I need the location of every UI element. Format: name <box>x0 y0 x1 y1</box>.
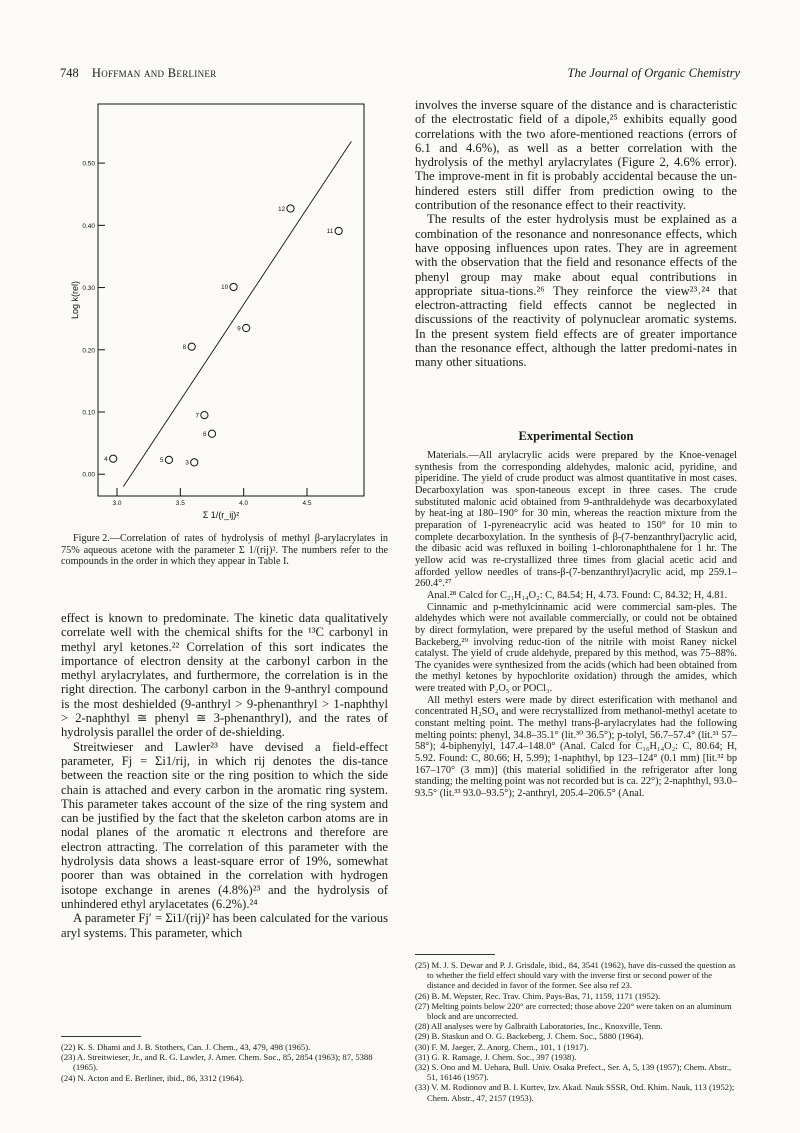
paragraph: Streitwieser and Lawler²³ have devised a field-effect parameter, Fj = Σi1/rij, in which rij denotes the dis-tance between the reaction site or the ring position to which the side chain is attached and every carbon in the aromatic ring system. This parameter takes account of the size of the ring system and can be justified by the fact that the skeleton carbon atoms are in nodal planes of the aromatic π electrons and therefore are electron attracting. The correlation of this parameter with the hydrolysis data shows a least-square error of 19%, somewhat poorer than was obtained in the correlation with hydrogen isotope exchange in arenes (4.8%)²³ and the hydrolysis of unhindered ethyl arylacetates (6.2%).²⁴ <box>61 739 388 911</box>
data-point <box>230 283 237 290</box>
y-tick-label: 0.30 <box>82 285 95 293</box>
point-label: 4 <box>104 455 108 463</box>
footnote-rule <box>415 954 495 955</box>
x-tick-label: 4.0 <box>239 500 249 507</box>
footnote: (28) All analyses were by Galbraith Laboratories, Inc., Knoxville, Tenn. <box>415 1021 663 1032</box>
y-tick-label: 0.40 <box>82 222 95 230</box>
left-column-text <box>61 611 388 940</box>
x-tick-label: 3.5 <box>175 500 185 507</box>
footnote: (22) K. S. Dhami and J. B. Stothers, Can. J. Chem., 43, 479, 498 (1965). <box>61 1042 311 1052</box>
point-label: 9 <box>237 325 241 333</box>
point-label: 6 <box>203 431 207 439</box>
journal-title: The Journal of Organic Chemistry <box>567 66 740 80</box>
point-label: 12 <box>278 205 286 213</box>
data-point <box>191 459 198 466</box>
data-point <box>188 343 195 350</box>
data-point <box>243 324 250 331</box>
section-heading: Experimental Section <box>518 429 634 443</box>
point-label: 7 <box>195 412 199 420</box>
data-point <box>165 456 172 463</box>
y-axis-label: Log k(rel) <box>70 280 80 320</box>
data-point <box>335 227 342 234</box>
paragraph: All methyl esters were made by direct esterification with methanol and concentrated H₂SO₄ and were recrystallized from methanol-methyl acetate to constant melting point. The methyl trans-β-arylacrylates had the following melting points: phenyl, 34.8–35.1° (lit.³⁰ 36.5°); p-tolyl, 56.7–57.4° (lit.³¹ 57–58°); 4-biphenylyl, 147.4–148.0° (Anal. Calcd for C₁₆H₁₄O₂: C, 80.64; H, 5.92. Found: C, 80.66; H, 5.99); 1-naphthyl, bp 123–124° (0.1 mm) [lit.³² bp 167–170° (3 mm)] (this material solidified in the refrigerator after long standing; the melting point was not recorded but is ca. 22°); 2-naphthyl, 93.0–93.5° (lit.³³ 93.0–93.5°); 2-anthryl, 205.4–206.5° (Anal. <box>415 694 737 800</box>
running-header <box>60 66 740 86</box>
footnote: (26) B. M. Wepster, Rec. Trav. Chim. Pays-Bas, 71, 1159, 1171 (1952). <box>415 990 661 1001</box>
header-left <box>60 66 217 81</box>
paragraph: A parameter Fj′ = Σi1/(rij)² has been calculated for the various aryl systems. This parameter, which <box>61 911 388 940</box>
data-point <box>110 455 117 462</box>
paragraph: Anal.²⁸ Calcd for C₂₁H₁₄O₂: C, 84.54; H, 4.73. Found: C, 84.32; H, 4.81. <box>427 589 728 601</box>
footnote: (31) G. R. Ramage, J. Chem. Soc., 397 (1938). <box>415 1051 577 1062</box>
footnote: (27) Melting points below 220° are corrected; those above 220° were taken on an aluminum block and are uncorrected. <box>415 1000 732 1022</box>
point-label: 3 <box>185 459 189 467</box>
point-label: 11 <box>326 228 334 236</box>
x-tick-label: 3.0 <box>112 500 122 507</box>
footnote: (33) V. M. Rodionov and B. I. Kurtev, Izv. Akad. Nauk SSSR, Otd. Khim. Nauk, 113 (1952); Chem. Abstr., 47, 2157 (1953). <box>415 1082 735 1103</box>
data-point <box>208 430 215 437</box>
header-authors: Hoffman and Berliner <box>91 66 217 80</box>
paragraph: The results of the ester hydrolysis must be explained as a combination of the resonance and nonresonance effects, which have opposing influences upon rates. They are in agreement with the observation that the field and resonance effects of the phenyl group may make about equal contributions in appropriate situa-tions.²⁶ They reinforce the view²³˒²⁴ that electron-attracting field effects cannot be neglected in discussions of the reactivity of polynuclear aromatic systems. In the present system field effects are of greater importance than the resonance effect, although the latter predomi-nates in many other situations. <box>415 212 737 370</box>
footnote: (30) F. M. Jaeger, Z. Anorg. Chem., 101, 1 (1917). <box>415 1041 589 1052</box>
y-tick-label: 0.00 <box>82 471 95 479</box>
point-label: 5 <box>159 457 164 465</box>
page-number: 748 <box>60 66 79 80</box>
y-tick-label: 0.20 <box>82 347 95 355</box>
footnote: (29) B. Staskun and O. G. Backeberg, J. Chem. Soc., 5880 (1964). <box>415 1031 644 1042</box>
chart-plot-area <box>70 104 364 520</box>
regression-line <box>123 141 351 486</box>
y-tick-label: 0.50 <box>82 160 95 168</box>
footnotes-right <box>415 960 737 1103</box>
data-point <box>201 412 208 419</box>
y-tick-label: 0.10 <box>82 409 95 417</box>
footnote: (25) M. J. S. Dewar and P. J. Grisdale, ibid., 84, 3541 (1962), have dis-cussed the question as to whether the field effect should vary with the inverse first or second power of the distance and decided in favor of the former. See also ref 23. <box>415 960 736 991</box>
figure-caption-text: —Correlation of rates of hydrolysis of methyl β-arylacrylates in 75% aqueous acetone with the parameter Σ 1/(rij)². The numbers refer to the compounds in the order in which they appear in Table I. <box>61 533 388 568</box>
paragraph: involves the inverse square of the distance and is characteristic of the electrostatic field of a dipole,²⁵ exhibits equally good correlations with the two afore-mentioned reactions (errors of 6.1 and 4.6%), as well as a better correlation with the hydrolysis of the methyl arylacrylates (Figure 2, 4.6% error). The improve-ment in fit is probably accidental because the un-hindered esters still differ from prediction owing to the contribution of the resonance effect to their reactivity. <box>415 98 737 213</box>
x-tick-label: 4.5 <box>302 500 312 507</box>
paragraph: Materials.—All arylacrylic acids were prepared by the Knoe-venagel synthesis from the corresponding aldehydes, malonic acid, pyridine, and piperidine. The yield of crude product was almost quantitative in most cases. Decarboxylation was spon-taneous except in three cases. The crude substituted malonic acid obtained from 9-anthraldehyde was decarboxylated by heat-ing at 180–190° for 30 min, whereas the reaction mixture from the preparation of 1-pyreneacrylic acid was heated to 150° for 10 min to complete decarboxylation. In the synthesis of β-(7-benzanthryl)acrylic acid, the dibasic acid was refluxed in boiling 1-chloronaphthalene for 1 hr. The yellow acid was re-crystallized three times from glacial acetic acid and afforded yellow needles of trans-β-(7-benzanthryl)acrylic acid, mp 259.1–260.4°.²⁷ <box>415 450 737 590</box>
figure-caption <box>61 533 388 568</box>
data-point <box>287 205 294 212</box>
figure-caption-label: Figure 2. <box>73 533 110 544</box>
experimental-text <box>415 450 737 800</box>
point-label: 8 <box>182 343 187 351</box>
footnote: (23) A. Streitwieser, Jr., and R. G. Lawler, J. Amer. Chem. Soc., 85, 2854 (1963); 87, 5388 (1965). <box>61 1052 373 1073</box>
footnotes-left <box>61 1042 388 1083</box>
plot-frame <box>98 104 364 496</box>
paragraph: effect is known to predominate. The kinetic data qualitatively correlate well with the chemical shifts for the ¹³C carbonyl in methyl aryl ketones.²² Correlation of this sort indicates the importance of electron density at the carbonyl carbon in the methyl arylacrylates, and furthermore, the correlation is in the right direction. The carbonyl carbon in the 9-anthryl compound is the most deshielded (9-anthryl > 9-phenanthryl > 1-naphthyl > 2-naphthyl ≅ phenyl ≅ 3-phenanthryl), and the rates of hydrolysis parallel the order of de-shielding. <box>61 611 388 740</box>
right-column-text <box>415 98 737 370</box>
footnote: (24) N. Acton and E. Berliner, ibid., 86, 3312 (1964). <box>61 1072 244 1083</box>
footnote: (32) S. Ono and M. Uehara, Bull. Univ. Osaka Prefect., Ser. A, 5, 139 (1957); Chem. Abstr., 51, 16146 (1957). <box>415 1062 732 1083</box>
footnote-rule <box>61 1036 141 1037</box>
x-axis-label: Σ 1/(r_ij)² <box>202 510 240 520</box>
point-label: 10 <box>221 284 229 292</box>
figure-2-chart <box>61 96 381 521</box>
paragraph: Cinnamic and p-methylcinnamic acid were commercial sam-ples. The aldehydes which were not available commercially, or could not be obtained by direct formylation, were prepared by the useful method of Staskun and Backeberg,²⁹ involving reduc-tion of the nitrile with moist Raney nickel catalyst. The yield of crude aldehyde, prepared by this method, was 75–88%. The cyanides were synthesized from the acids (which had been obtained from the methyl ketones by hypochlorite oxidation) through the amides, which were treated with P₂O₅ or POCl₃. <box>415 601 737 695</box>
